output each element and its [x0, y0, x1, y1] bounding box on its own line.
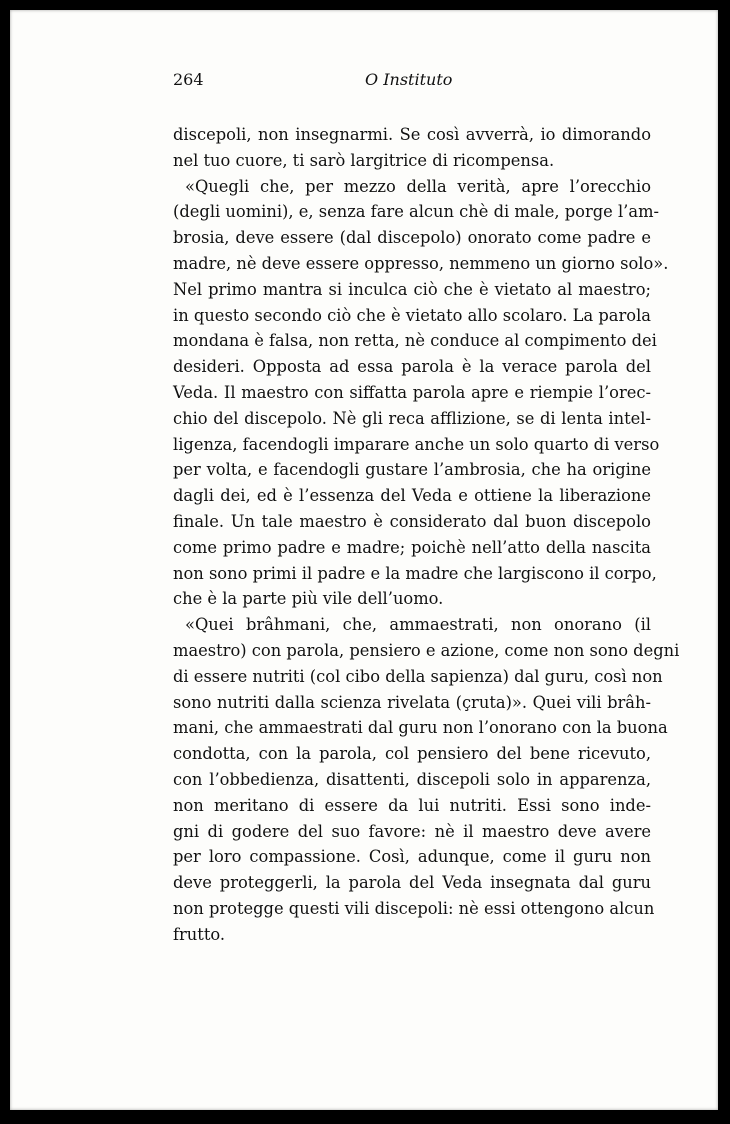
text-line: mondana è falsa, non retta, nè conduce al compimento dei: [173, 331, 657, 351]
text-line: per volta, e facendogli gustare l’ambrosia, che ha origine: [173, 460, 651, 480]
text-line: maestro) con parola, pensiero e azione, come non sono degni: [173, 640, 680, 660]
book-page: [10, 10, 718, 1110]
text-line: di essere nutriti (col cibo della sapienza) dal guru, così non: [173, 666, 663, 686]
text-line: desideri. Opposta ad essa parola è la verace parola del: [173, 357, 651, 377]
page-number: 264: [173, 70, 204, 89]
text-line: «Quegli che, per mezzo della verità, apre l’orecchio: [185, 176, 651, 196]
text-line: gni di godere del suo favore: nè il maestro deve avere: [173, 821, 651, 841]
text-line: discepoli, non insegnarmi. Se così avverrà, io dimorando: [173, 125, 651, 144]
text-line: Veda. Il maestro con siffatta parola apre e riempie l’orec-: [173, 382, 651, 402]
text-line: non protegge questi vili discepoli: nè essi ottengono alcun: [173, 898, 655, 918]
text-line: non sono primi il padre e la madre che largiscono il corpo,: [173, 563, 657, 583]
text-line: che è la parte più vile dell’uomo.: [173, 589, 444, 609]
running-header: [173, 70, 568, 96]
body-text: [173, 122, 680, 948]
text-line: con l’obbedienza, disattenti, discepoli solo in apparenza,: [173, 769, 651, 789]
text-line: in questo secondo ciò che è vietato allo scolaro. La parola: [173, 305, 651, 325]
text-line: frutto.: [173, 924, 226, 944]
text-line: chio del discepolo. Nè gli reca afflizione, se di lenta intel-: [173, 408, 651, 428]
text-line: sono nutriti dalla scienza rivelata (çruta)». Quei vili brâh-: [173, 692, 651, 712]
text-line: nel tuo cuore, ti sarò largitrice di ricompensa.: [173, 150, 555, 170]
text-line: come primo padre e madre; poichè nell’atto della nascita: [173, 537, 651, 557]
paragraph: [173, 174, 669, 613]
text-line: per loro compassione. Così, adunque, come il guru non: [173, 847, 651, 867]
text-line: mani, che ammaestrati dal guru non l’onorano con la buona: [173, 718, 668, 738]
text-line: (degli uomini), e, senza fare alcun chè di male, porge l’am-: [173, 202, 660, 222]
paragraph: [173, 122, 651, 174]
text-line: deve proteggerli, la parola del Veda insegnata dal guru: [173, 873, 651, 893]
text-line: ligenza, facendogli imparare anche un solo quarto di verso: [173, 434, 660, 454]
text-line: madre, nè deve essere oppresso, nemmeno un giorno solo».: [173, 253, 669, 273]
text-line: brosia, deve essere (dal discepolo) onorato come padre e: [173, 228, 651, 248]
text-line: «Quei brâhmani, che, ammaestrati, non onorano (il: [185, 615, 651, 635]
text-line: non meritano di essere da lui nutriti. Essi sono inde-: [173, 795, 651, 815]
text-line: dagli dei, ed è l’essenza del Veda e ottiene la liberazione: [173, 486, 651, 506]
text-line: Nel primo mantra si inculca ciò che è vietato al maestro;: [173, 279, 651, 299]
running-title: O Instituto: [365, 70, 453, 89]
text-line: condotta, con la parola, col pensiero del bene ricevuto,: [173, 744, 651, 764]
text-line: finale. Un tale maestro è considerato dal buon discepolo: [173, 511, 651, 531]
paragraph: [173, 612, 680, 947]
